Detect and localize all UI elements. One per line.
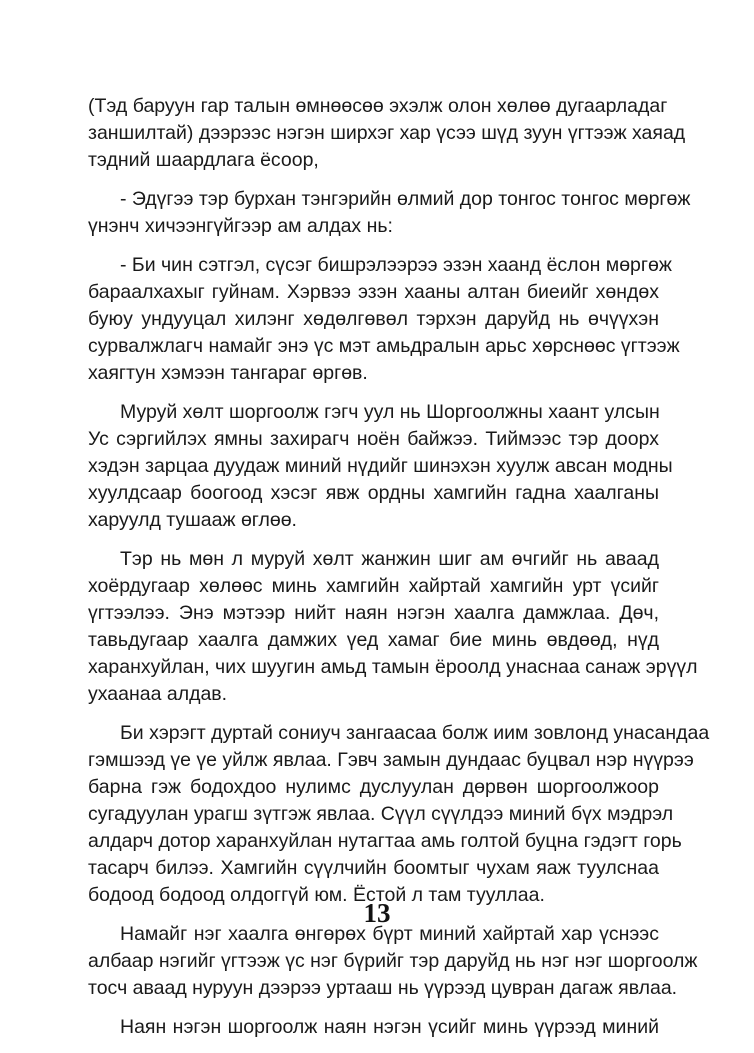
paragraph [88, 186, 691, 240]
text-line: алдарч дотор харанхуйлан нутагтаа амь голтой буцна гэдэгт горь [88, 830, 682, 852]
page-number: 13 [363, 898, 391, 928]
text-line: буюу ундууцал хилэнг хөдөлгөвөл тэрхэн даруйд нь өчүүхэн [88, 308, 659, 330]
text-line: үгтээлээ. Энэ мэтээр нийт наян нэгэн хаалга дамжлаа. Дөч, [88, 602, 659, 624]
text-line: хоёрдугаар хөлөөс минь хамгийн хайртай хамгийн урт үсийг [88, 575, 659, 597]
text-line: гэмшээд үе үе уйлж явлаа. Гэвч замын дундаас буцвал нэр нүүрээ [88, 749, 694, 771]
text-line: хуулдсаар боогоод хэсэг явж ордны хамгийн гадна хаалганы [88, 482, 659, 504]
text-line: Тэр нь мөн л муруй хөлт жанжин шиг ам өчгийг нь аваад [120, 548, 659, 570]
text-line: тасарч билээ. Хамгийн сүүлчийн боомтыг чухам яаж туулснаа [88, 857, 659, 879]
text-line: тэдний шаардлага ёсоор, [88, 149, 319, 171]
text-line: хэдэн зарцаа дуудаж миний нүдийг шинэхэн хуулж авсан модны [88, 455, 673, 477]
text-line: сурвалжлагч намайг энэ үс мэт амьдралын арьс хөрснөөс үгтээж [88, 335, 680, 357]
text-line: бодоод бодоод олдоггүй юм. Ёстой л там тууллаа. [88, 884, 545, 906]
text-line: барна гэж бодохдоо нулимс дуслуулан дөрвөн шоргоолжоор [88, 776, 659, 798]
text-line: харанхуйлан, чих шуугин амьд тамын ёроолд унаснаа санаж эрүүл [88, 656, 698, 678]
text-line: албаар нэгийг үгтээж үс нэг бүрийг тэр даруйд нь нэг нэг шоргоолж [88, 950, 698, 972]
text-line: ухаанаа алдав. [88, 683, 228, 705]
text-line: хаягтун хэмээн тангараг өргөв. [88, 362, 368, 384]
paragraph [88, 1014, 659, 1041]
text-line: сугадуулан урагш зүтгэж явлаа. Сүүл сүүлдээ миний бүх мэдрэл [88, 803, 674, 825]
text-line: харуулд тушааж өглөө. [88, 509, 297, 531]
text-line: үнэнч хичээнгүйгээр ам алдах нь: [88, 215, 393, 237]
paragraph [88, 921, 698, 1002]
text-line: Намайг нэг хаалга өнгөрөх бүрт миний хайртай хар үснээс [120, 923, 659, 945]
text-line: тосч аваад нуруун дээрээ уртааш нь үүрээд цувран дагаж явлаа. [88, 977, 678, 999]
text-line: (Тэд баруун гар талын өмнөөсөө эхэлж олон хөлөө дугаарладаг [88, 95, 668, 117]
paragraph [88, 720, 710, 909]
text-line: Наян нэгэн шоргоолж наян нэгэн үсийг минь үүрээд миний [120, 1016, 659, 1038]
paragraph [88, 252, 680, 387]
text-line: заншилтай) дээрээс нэгэн ширхэг хар үсээ шүд зуун үгтээж хаяад [88, 122, 686, 144]
paragraph [88, 93, 686, 174]
text-line: тавьдугаар хаалга дамжих үед хамаг бие минь өвдөөд, нүд [88, 629, 659, 651]
text-line: Муруй хөлт шоргоолж гэгч уул нь Шоргоолжны хаант улсын [120, 401, 660, 423]
paragraph [88, 399, 673, 534]
text-line: - Би чин сэтгэл, сүсэг бишрэлээрээ эзэн хаанд ёслон мөргөж [120, 254, 672, 276]
text-line: - Эдүгээ тэр бурхан тэнгэрийн өлмий дор тонгос тонгос мөргөж [120, 188, 691, 210]
text-line: бараалхахыг гуйнам. Хэрвээ эзэн хааны алтан биеийг хөндөх [88, 281, 659, 303]
text-line: Би хэрэгт дуртай сониуч зангаасаа болж иим зовлонд унасандаа [120, 722, 710, 744]
paragraph [88, 546, 698, 708]
text-line: Ус сэргийлэх ямны захирагч ноён байжээ. Тиймээс тэр доорх [88, 428, 659, 450]
